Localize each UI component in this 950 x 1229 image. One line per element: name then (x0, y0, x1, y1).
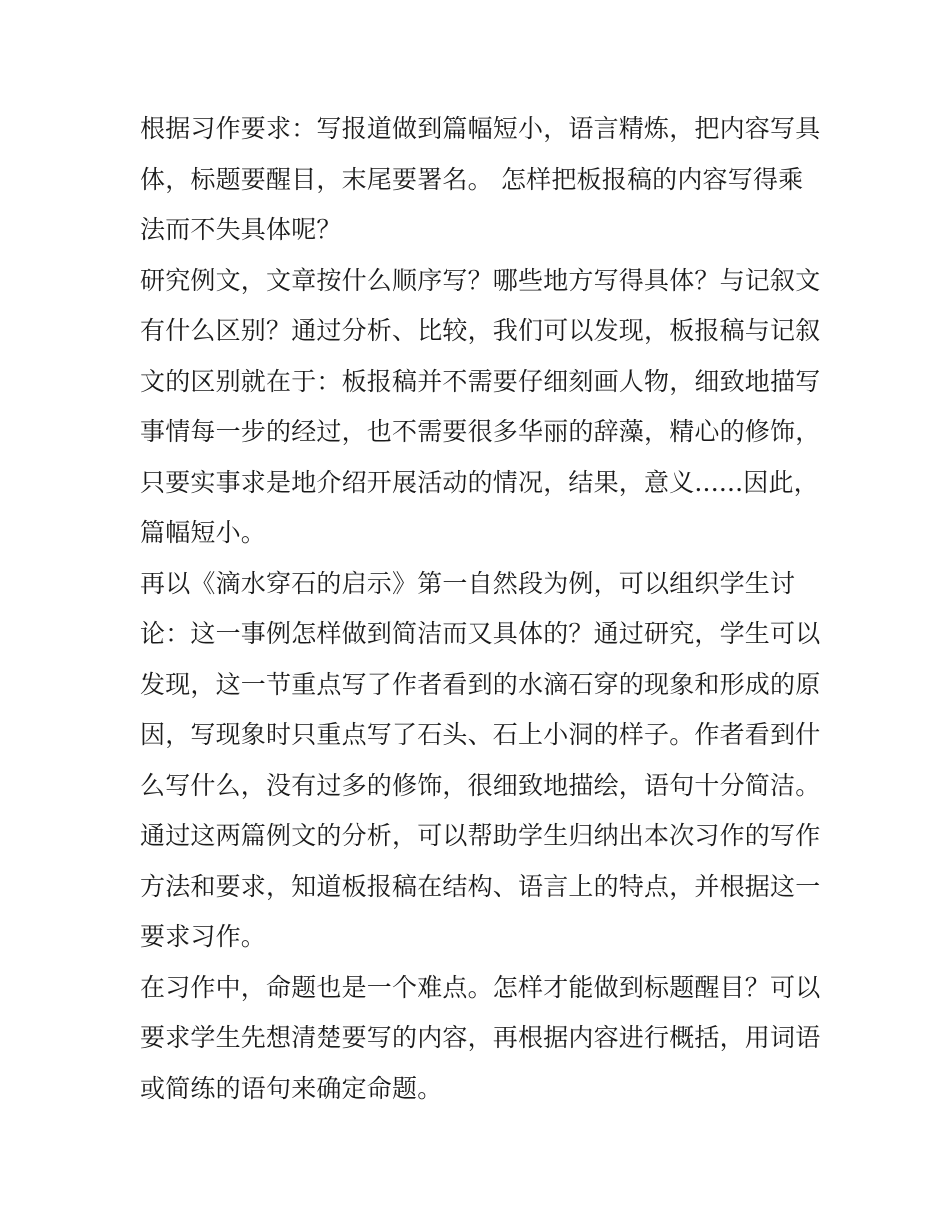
document-body (140, 104, 821, 1114)
text-line: 篇幅短小。 (140, 518, 267, 547)
text-line: 再以《滴水穿石的启示》第一自然段为例，可以组织学生讨 (140, 568, 796, 598)
text-line: 要求习作。 (140, 922, 267, 951)
text-line: 论：这一事例怎样做到简洁而又具体的？通过研究，学生可以 (140, 619, 821, 648)
text-line: 文的区别就在于：板报稿并不需要仔细刻画人物，细致地描写 (140, 366, 821, 396)
text-line: 么写什么，没有过多的修饰，很细致地描绘，语句十分简洁。 (140, 770, 821, 800)
text-line: 因，写现象时只重点写了石头、石上小洞的样子。作者看到什 (140, 720, 821, 749)
text-line: 通过这两篇例文的分析，可以帮助学生归纳出本次习作的写作 (140, 821, 821, 850)
text-line: 发现，这一节重点写了作者看到的水滴石穿的现象和形成的原 (140, 669, 821, 699)
text-line: 有什么区别？通过分析、比较，我们可以发现，板报稿与记叙 (140, 316, 821, 345)
text-line: 体，标题要醒目，末尾要署名。 怎样把板报稿的内容写得乘 (140, 164, 804, 194)
text-line: 法而不失具体呢？ (140, 215, 342, 244)
text-line: 只要实事求是地介绍开展活动的情况，结果，意义......因此， (140, 467, 819, 497)
text-line: 或简练的语句来确定命题。 (140, 1073, 443, 1103)
text-line: 方法和要求，知道板报稿在结构、语言上的特点，并根据这一 (140, 871, 821, 901)
text-line: 研究例文，文章按什么顺序写？哪些地方写得具体？与记叙文 (140, 265, 821, 295)
text-line: 要求学生先想清楚要写的内容，再根据内容进行概括，用词语 (140, 1023, 821, 1052)
text-line: 事情每一步的经过，也不需要很多华丽的辞藻，精心的修饰， (140, 417, 821, 446)
text-line: 根据习作要求：写报道做到篇幅短小，语言精炼，把内容写具 (140, 114, 821, 143)
text-line: 在习作中，命题也是一个难点。怎样才能做到标题醒目？可以 (140, 972, 821, 1002)
